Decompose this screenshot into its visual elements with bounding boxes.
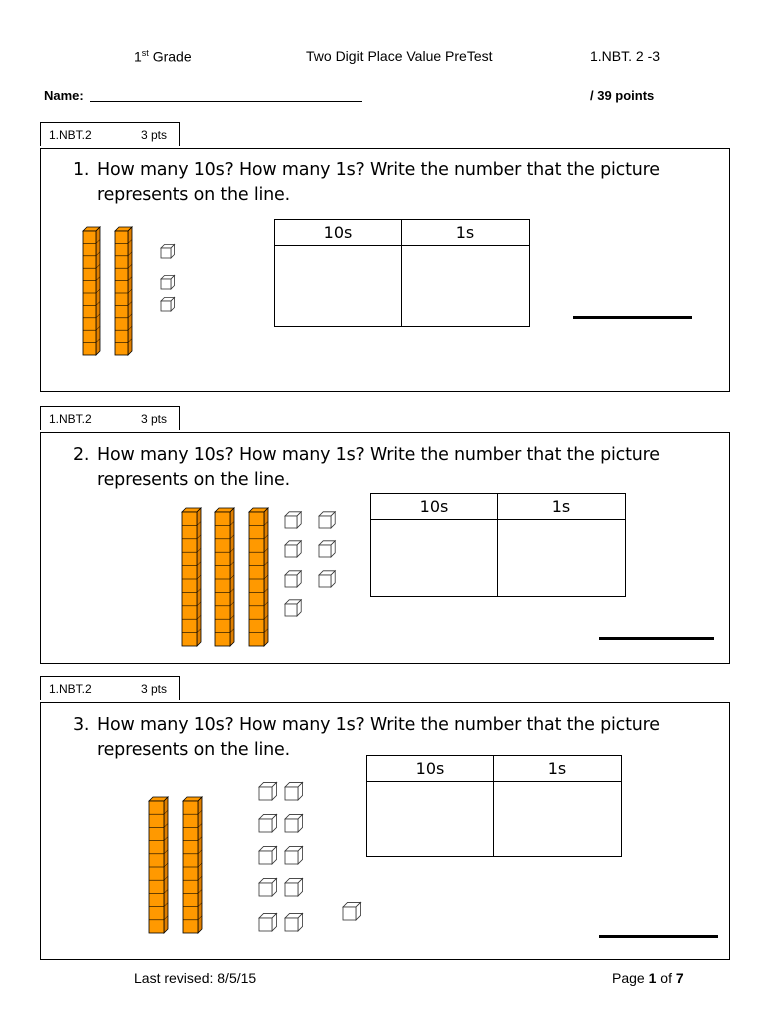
ones-cube <box>285 571 301 587</box>
ones-cube <box>161 245 175 259</box>
tens-rod <box>183 797 202 933</box>
ones-cube <box>285 512 301 528</box>
total-points: / 39 points <box>590 88 655 103</box>
question-3-box: 3. How many 10s? How many 1s? Write the number that the picture represents on the line. 10s 1s <box>40 702 730 960</box>
ones-cube <box>259 913 277 931</box>
ones-cube <box>285 846 303 864</box>
ones-cube <box>285 913 303 931</box>
name-line[interactable] <box>90 101 362 102</box>
ones-cube <box>319 571 335 587</box>
ones-header: 1s <box>493 756 621 782</box>
ones-cube <box>259 878 277 896</box>
page-title: Two Digit Place Value PreTest <box>306 48 493 64</box>
ones-cube <box>259 814 277 832</box>
question-1-points: 3 pts <box>141 128 168 142</box>
tens-rod <box>182 508 201 646</box>
last-revised: Last revised: 8/5/15 <box>134 970 257 986</box>
ones-header: 1s <box>401 220 529 246</box>
ones-cube <box>319 541 335 557</box>
question-2-standard: 1.NBT.2 <box>49 412 92 426</box>
ones-cube <box>161 298 175 312</box>
page-number: Page 1 of 7 <box>612 970 684 986</box>
ones-cube <box>161 276 175 290</box>
ones-cube <box>343 902 361 920</box>
question-3-tag <box>40 676 180 700</box>
standard-code: 1.NBT. 2 -3 <box>590 48 661 64</box>
ones-cube <box>285 600 301 616</box>
ones-cube <box>259 846 277 864</box>
question-1-standard: 1.NBT.2 <box>49 128 92 142</box>
question-2-tag <box>40 406 180 430</box>
tens-rod <box>83 227 100 355</box>
tens-header: 10s <box>367 756 493 782</box>
tens-rod <box>149 797 168 933</box>
question-2-base-ten-blocks <box>41 433 731 665</box>
question-3-points: 3 pts <box>141 682 168 696</box>
grade-label: 1st Grade <box>134 48 192 65</box>
question-2-points: 3 pts <box>141 412 168 426</box>
ones-header: 1s <box>497 494 625 520</box>
tens-rod <box>115 227 132 355</box>
question-1-base-ten-blocks <box>41 149 731 393</box>
ones-cube <box>285 878 303 896</box>
ones-cube <box>285 541 301 557</box>
tens-header: 10s <box>371 494 497 520</box>
ones-cube <box>319 512 335 528</box>
question-3-base-ten-blocks <box>41 703 731 961</box>
name-label: Name: <box>44 88 84 103</box>
question-1-tag <box>40 122 180 146</box>
ones-cube <box>259 782 277 800</box>
tens-header: 10s <box>275 220 401 246</box>
ones-cube <box>285 782 303 800</box>
tens-rod <box>215 508 234 646</box>
tens-rod <box>249 508 268 646</box>
question-1-box: 1. How many 10s? How many 1s? Write the number that the picture represents on the line. 10s 1s <box>40 148 730 392</box>
ones-cube <box>285 814 303 832</box>
question-3-standard: 1.NBT.2 <box>49 682 92 696</box>
question-2-box: 2. How many 10s? How many 1s? Write the number that the picture represents on the line. 10s 1s <box>40 432 730 664</box>
